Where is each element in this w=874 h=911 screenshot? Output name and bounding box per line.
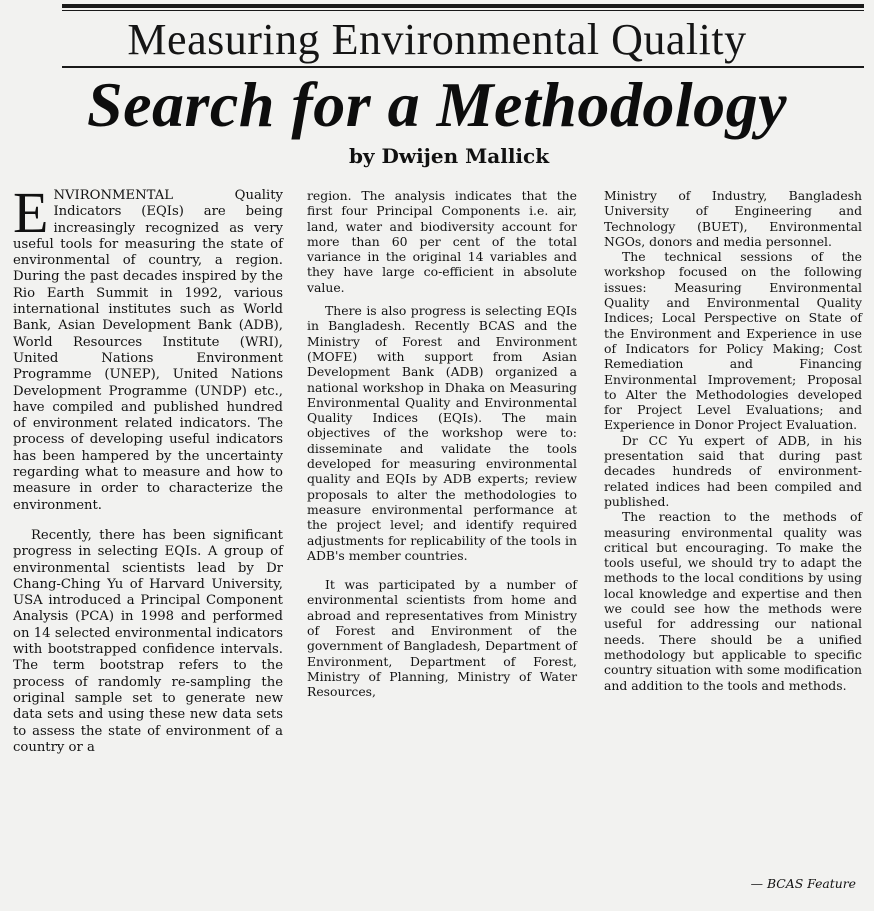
top-rule-thin [62,10,864,11]
paragraph [13,180,283,514]
column-3 [604,188,862,693]
column-2 [307,188,577,700]
paragraph: Ministry of Industry, Bangladesh University of Engineering and Technology (BUET), Environmental NGOs, donors and media personnel. [604,188,862,249]
paragraph: The technical sessions of the workshop focused on the following issues: Measuring Environmental Quality and Environmental Quality Indices; Local Perspective on State of the Environment and Experience in use of Indicators for Policy Making; Cost Remediation and Financing Environmental Improvement; Proposal to Alter the Methodologies developed for Project Level Evaluations; and Experience in Donor Project Evaluation. [604,249,862,433]
byline: by Dwijen Mallick [348,144,550,168]
drop-cap: E [13,180,49,245]
column-1 [13,180,283,756]
paragraph: region. The analysis indicates that the first four Principal Components i.e. air, land, water and biodiversity account for more than 60 per cent of the total variance in the original 14 variables and they have large co-efficient in absolute value. [307,188,577,295]
headline: Search for a Methodology [87,69,787,140]
paragraph-text: NVIRONMENTAL Quality Indicators (EQIs) are being increasingly recognized as very useful tools for measuring the state of environmental of country, a region. During the past decades inspired by the Rio Earth Summit in 1992, various international institutes such as World Bank, Asian Development Bank (ADB), World Resources Institute (WRI), United Nations Environment Programme (UNEP), United Nations Development Programme (UNDP) etc., have compiled and published hundred of environment related indicators. The process of developing useful indicators has been hampered by the uncertainty regarding what to measure and how to measure in order to characterize the environment. [13,188,283,513]
paragraph: Recently, there has been significant progress in selecting EQIs. A group of environmental scientists lead by Dr Chang-Ching Yu of Harvard University, USA introduced a Principal Component Analysis (PCA) in 1998 and performed on 14 selected environmental indicators with bootstrapped confidence intervals. The term bootstrap refers to the process of randomly re-sampling the original sample set to generate new data sets and using these new data sets to assess the state of environment of a country or a [13,527,283,755]
top-rule [62,4,864,8]
signoff: — BCAS Feature [750,876,856,891]
paragraph: It was participated by a number of environmental scientists from home and abroad and representatives from Ministry of Forest and Environment of the government of Bangladesh, Department of Environment, Department of Forest, Ministry of Planning, Ministry of Water Resources, [307,577,577,700]
paragraph: Dr CC Yu expert of ADB, in his presentation said that during past decades hundreds of environment-related indices had been compiled and published. [604,432,862,509]
kicker-title: Measuring Environmental Quality [127,15,747,64]
paragraph: There is also progress is selecting EQIs in Bangladesh. Recently BCAS and the Ministry of Forest and Environment (MOFE) with support from Asian Development Bank (ADB) organized a national workshop in Dhaka on Measuring Environmental Quality and Environmental Quality Indices (EQIs). The main objectives of the workshop were to: disseminate and validate the tools developed for measuring environmental quality and EQIs by ADB experts; review proposals to alter the methodologies to measure environmental performance at the project level; and identify required adjustments for replicability of the tools in ADB's member countries. [307,303,577,563]
paragraph: The reaction to the methods of measuring environmental quality was critical but encouraging. To make the tools useful, we should try to adapt the methods to the local conditions by using local knowledge and expertise and then we could see how the methods were useful for addressing our national needs. There should be a unified methodology but applicable to specific country situation with some modification and addition to the tools and methods. [604,509,862,693]
